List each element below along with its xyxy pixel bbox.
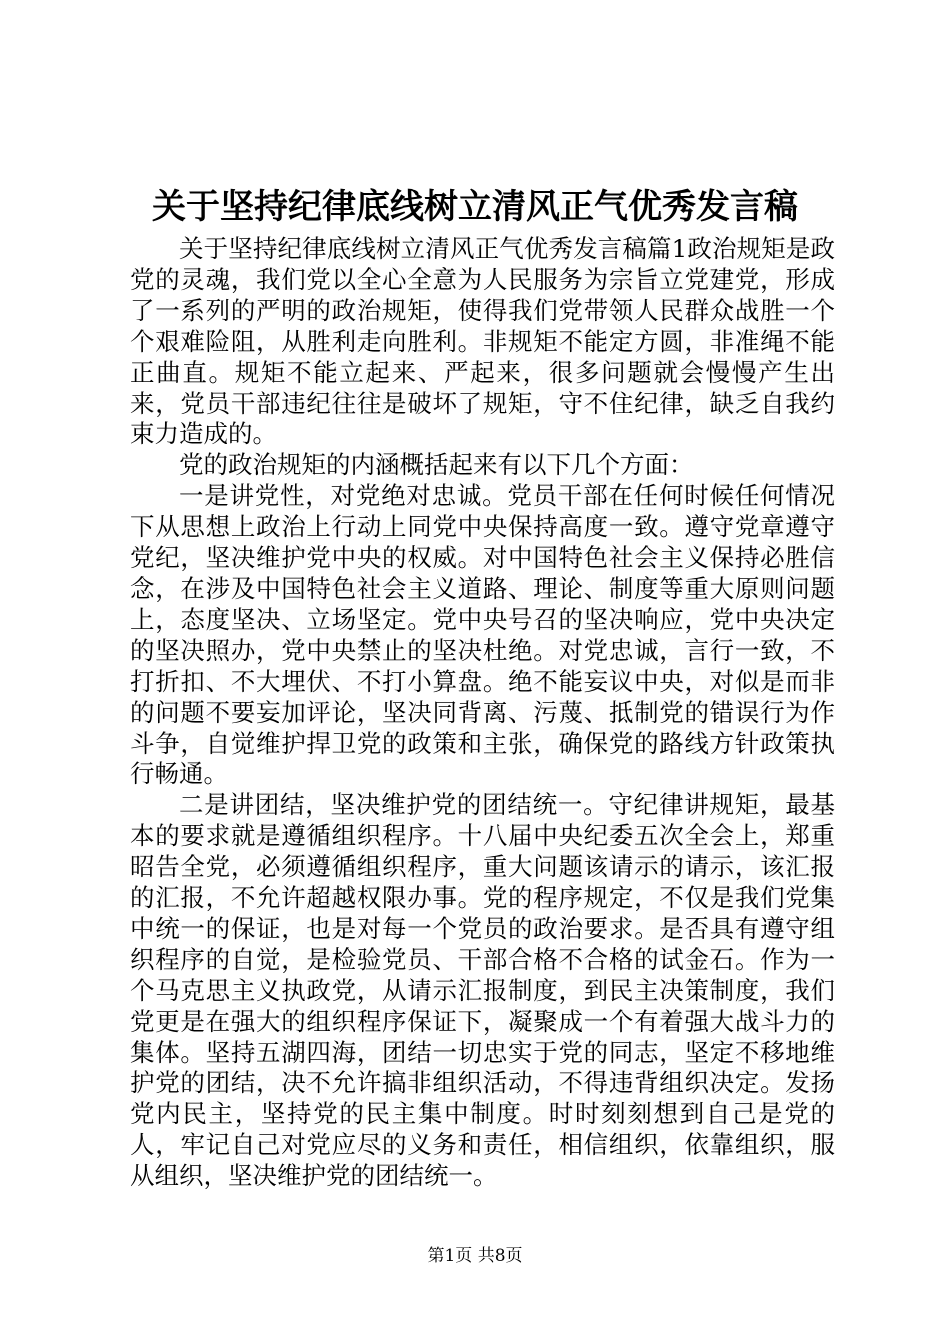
page-number-footer: 第1页 共8页	[427, 1246, 523, 1266]
paragraph-point-two: 二是讲团结，坚决维护党的团结统一。守纪律讲规矩，最基本的要求就是遵循组织程序。十八届中央纪委五次全会上，郑重昭告全党，必须遵循组织程序，重大问题该请示的请示，该汇报的汇报，不允许超越权限办事。党的程序规定，不仅是我们党集中统一的保证，也是对每一个党员的政治要求。是否具有遵守组织程序的自觉，是检验党员、干部合格不合格的试金石。作为一个马克思主义执政党，从请示汇报制度，到民主决策制度，我们党更是在强大的组织程序保证下，凝聚成一个有着强大战斗力的集体。坚持五湖四海，团结一切忠实于党的同志，坚定不移地维护党的团结，决不允许搞非组织活动，不得违背组织决定。发扬党内民主，坚持党的民主集中制度。时时刻刻想到自己是党的人，牢记自己对党应尽的义务和责任，相信组织，依靠组织，服从组织，坚决维护党的团结统一。	[130, 790, 835, 1191]
document-body	[130, 234, 835, 1192]
document-title: 关于坚持纪律底线树立清风正气优秀发言稿	[152, 187, 798, 227]
paragraph-point-one: 一是讲党性，对党绝对忠诚。党员干部在任何时候任何情况下从思想上政治上行动上同党中央保持高度一致。遵守党章遵守党纪，坚决维护党中央的权威。对中国特色社会主义保持必胜信念，在涉及中国特色社会主义道路、理论、制度等重大原则问题上，态度坚决、立场坚定。党中央号召的坚决响应，党中央决定的坚决照办，党中央禁止的坚决杜绝。对党忠诚，言行一致，不打折扣、不大埋伏、不打小算盘。绝不能妄议中央，对似是而非的问题不要妄加评论，坚决同背离、污蔑、抵制党的错误行为作斗争，自觉维护捍卫党的政策和主张，确保党的路线方针政策执行畅通。	[130, 481, 835, 789]
paragraph-intro: 关于坚持纪律底线树立清风正气优秀发言稿篇1政治规矩是政党的灵魂，我们党以全心全意为人民服务为宗旨立党建党，形成了一系列的严明的政治规矩，使得我们党带领人民群众战胜一个个艰难险阻，从胜利走向胜利。非规矩不能定方圆，非准绳不能正曲直。规矩不能立起来、严起来，很多问题就会慢慢产生出来，党员干部违纪往往是破坏了规矩，守不住纪律，缺乏自我约束力造成的。	[130, 234, 835, 449]
paragraph-overview: 党的政治规矩的内涵概括起来有以下几个方面：	[179, 450, 694, 480]
